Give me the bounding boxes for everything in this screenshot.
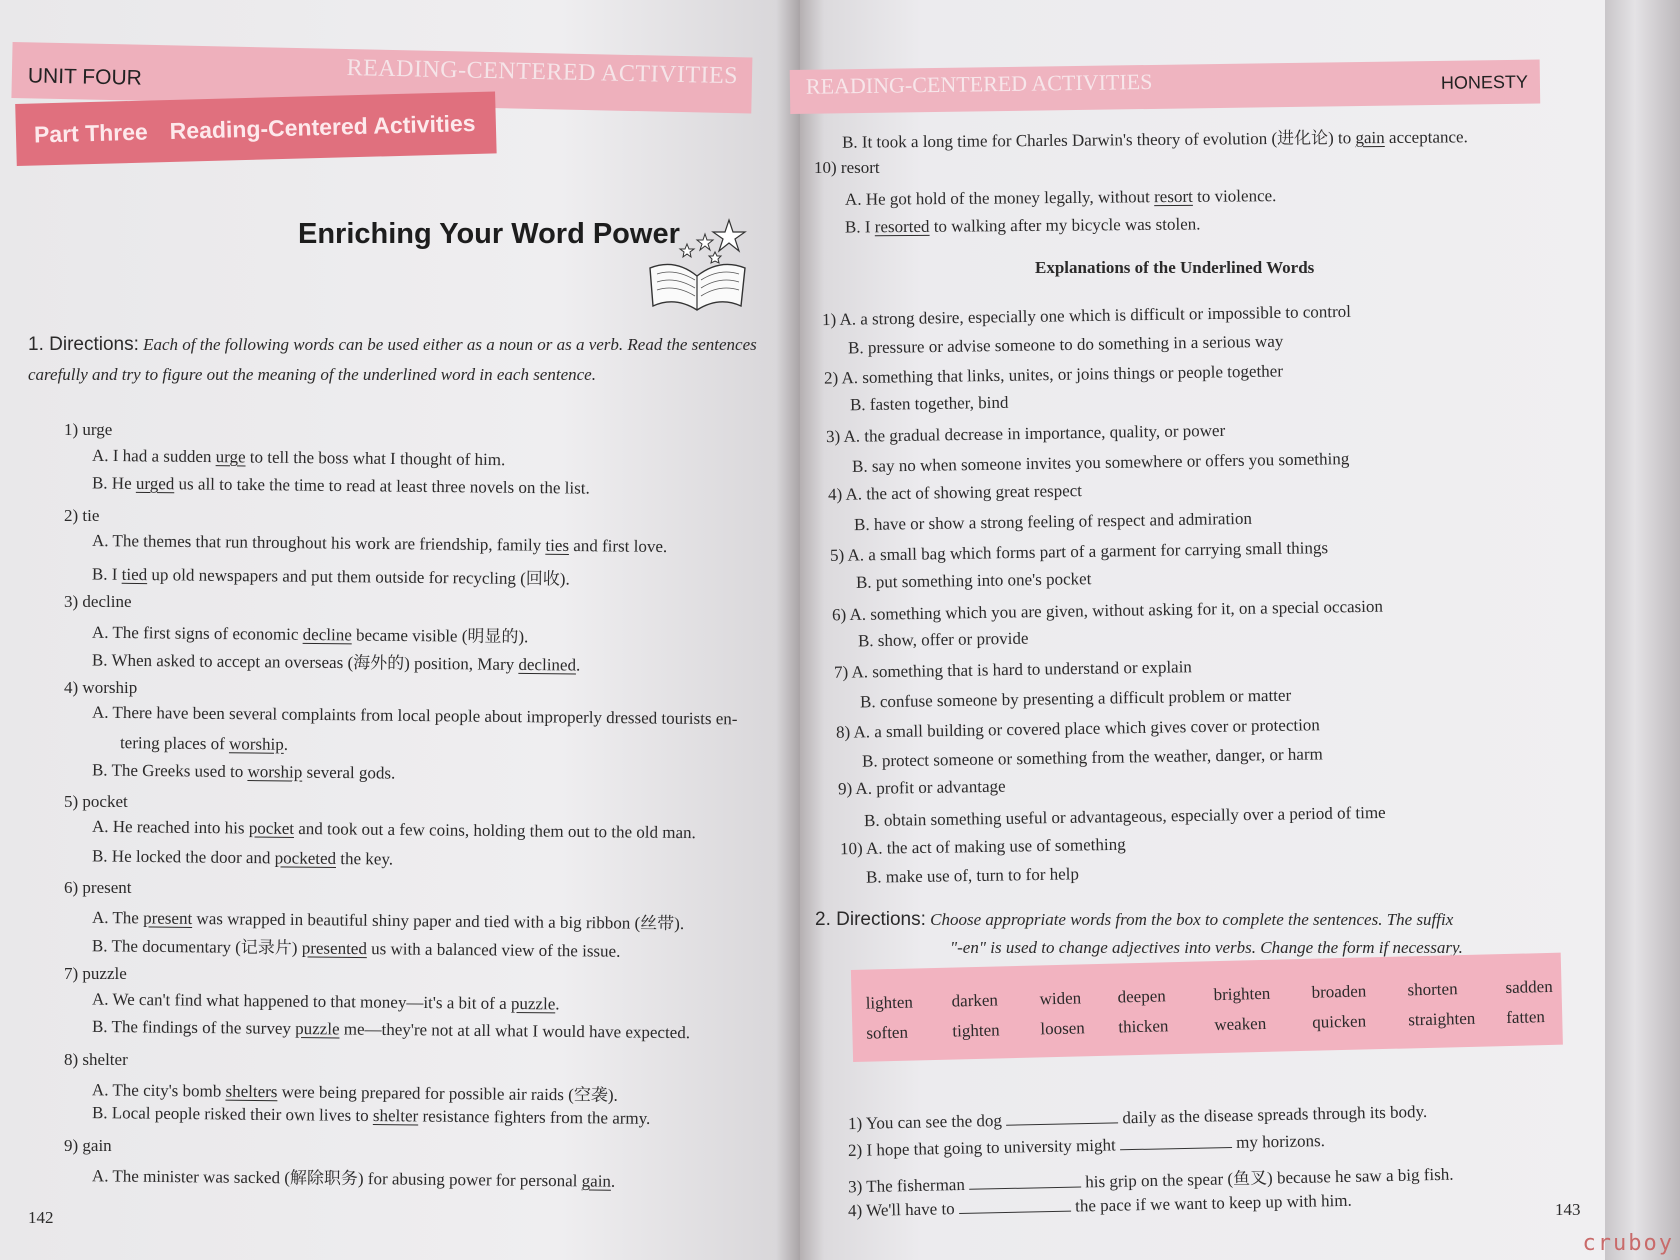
word-item-heading: 8) shelter <box>64 1050 128 1069</box>
sentence-a <box>92 703 738 730</box>
word-box-item: darken <box>951 990 999 1011</box>
underlined-word: pocket <box>248 818 295 838</box>
sentence-text: us all to take the time to read at least three novels on the list. <box>174 474 590 498</box>
sentence-text: B. I <box>91 564 122 584</box>
exercise-text: 3) The fisherman <box>847 1174 970 1197</box>
explanation-a: 8) A. a small building or covered place which gives cover or protection <box>835 715 1321 742</box>
sentence-text: became visible (明显的). <box>351 625 529 647</box>
sentence-text: B. The documentary (记录片) <box>91 936 302 958</box>
underlined-word: gain <box>1355 127 1385 148</box>
underlined-word: resort <box>1154 186 1193 207</box>
word-box <box>851 953 1563 1062</box>
sentence-text: . <box>575 655 581 675</box>
word-box-item: sadden <box>1505 976 1553 998</box>
explanation-b: B. show, offer or provide <box>857 628 1029 651</box>
directions-2-text-1: Choose appropriate words from the box to complete the sentences. The suffix <box>930 910 1454 929</box>
sentence-text: B. The findings of the survey <box>91 1016 296 1038</box>
left-page <box>0 0 800 1260</box>
word-box-item: widen <box>1039 988 1082 1009</box>
answer-blank[interactable] <box>1120 1133 1232 1150</box>
word-box-item: soften <box>866 1022 909 1043</box>
underlined-word: worship <box>228 734 284 754</box>
word-item-heading: 10) resort <box>814 158 880 177</box>
exercise-text: 1) You can see the dog <box>847 1110 1007 1134</box>
underlined-word: presented <box>301 938 367 959</box>
answer-blank[interactable] <box>1006 1108 1118 1125</box>
directions-label: 1. Directions: <box>28 334 139 355</box>
sentence-a <box>92 1075 618 1106</box>
sentence-b <box>845 214 1201 237</box>
word-box-item: thicken <box>1118 1016 1169 1037</box>
explanation-a: 3) A. the gradual decrease in importance, quality, or power <box>825 420 1226 447</box>
word-item-heading: 1) urge <box>64 420 113 439</box>
section-title: Enriching Your Word Power <box>298 218 680 250</box>
underlined-word: ties <box>545 535 570 555</box>
exercise-text: 4) We'll have to <box>847 1198 960 1221</box>
running-header-right: READING-CENTERED ACTIVITIES <box>805 68 1153 99</box>
sentence-text: us with a balanced view of the issue. <box>366 939 621 961</box>
sentence-b <box>92 473 590 498</box>
sentence-text: tering places of <box>119 733 230 754</box>
sentence-text: and first love. <box>568 535 668 557</box>
sentence-text: B. He locked the door and <box>91 846 275 868</box>
explanation-b: B. have or show a strong feeling of respect and admiration <box>853 508 1253 535</box>
word-box-item: loosen <box>1040 1018 1085 1039</box>
underlined-word: shelters <box>225 1081 278 1102</box>
page-number-right: 143 <box>1555 1200 1581 1219</box>
sentence-text: B. He <box>91 473 137 493</box>
sentence-text: to violence. <box>1192 186 1277 206</box>
answer-blank[interactable] <box>969 1172 1081 1189</box>
explanation-b: B. make use of, turn to for help <box>865 864 1080 887</box>
explanation-b: B. put something into one's pocket <box>855 569 1092 592</box>
word-item-heading: 4) worship <box>64 678 138 697</box>
exercise-text: the pace if we want to keep up with him. <box>1070 1190 1352 1216</box>
word-box-item: deepen <box>1117 986 1166 1007</box>
underlined-word: puzzle <box>510 993 556 1014</box>
sentence-text: A. The themes that run throughout his work are friendship, family <box>91 530 546 555</box>
explanation-a: 5) A. a small bag which forms part of a garment for carrying small things <box>829 538 1329 565</box>
watermark: cruboy <box>1582 1231 1674 1256</box>
part-number: Part Three <box>33 118 149 148</box>
underlined-word: present <box>143 908 193 928</box>
underlined-word: tied <box>121 564 148 585</box>
sentence-text: B. Local people risked their own lives to <box>91 1103 374 1126</box>
word-box-item: broaden <box>1311 981 1367 1002</box>
sentence-text: acceptance. <box>1384 127 1468 147</box>
sentence-a <box>92 990 560 1015</box>
sentence-b <box>92 846 393 869</box>
underlined-word: gain <box>581 1171 612 1191</box>
sentence-text: . <box>283 734 289 754</box>
explanation-b: B. pressure or advise someone to do something in a serious way <box>847 331 1284 358</box>
directions-2-text-2: "-en" is used to change adjectives into verbs. Change the form if necessary. <box>950 938 1463 957</box>
word-box-item: shorten <box>1407 979 1458 1000</box>
exercise-text: daily as the disease spreads through its body. <box>1117 1101 1428 1128</box>
word-item-heading: 9) gain <box>64 1136 112 1155</box>
sentence-text: B. I <box>844 217 875 237</box>
sentence-text: A. The minister was sacked (解除职务) for abusing power for personal <box>91 1166 582 1191</box>
sentence-a-cont <box>120 733 288 755</box>
sentence-text: B. The Greeks used to <box>91 760 248 782</box>
sentence-b <box>92 559 570 589</box>
sentence-text: to walking after my bicycle was stolen. <box>929 214 1201 236</box>
sentence-b <box>92 1017 690 1043</box>
sentence-text: B. When asked to accept an overseas (海外的) position, Mary <box>91 650 519 674</box>
explanation-b: B. say no when someone invites you somewhere or offers you something <box>851 449 1350 476</box>
explanation-a: 9) A. profit or advantage <box>837 776 1006 799</box>
part-title: Reading-Centered Activities <box>169 109 476 144</box>
sentence-a <box>92 817 696 843</box>
word-item-heading: 3) decline <box>64 592 132 611</box>
explanation-b: B. obtain something useful or advantageous, especially over a period of time <box>863 802 1386 831</box>
sentence-a <box>92 446 505 470</box>
sentence-text: A. He reached into his <box>91 816 249 838</box>
directions-2-label: 2. Directions: <box>815 909 926 930</box>
sentence-text: up old newspapers and put them outside for recycling (回收). <box>147 565 570 589</box>
word-box-item: lighten <box>865 992 914 1013</box>
word-item-heading: 2) tie <box>64 506 100 525</box>
part-heading <box>15 91 496 166</box>
underlined-word: puzzle <box>295 1018 340 1039</box>
sentence-text: to tell the boss what I thought of him. <box>245 447 506 470</box>
underlined-word: urge <box>215 447 246 467</box>
sentence-text: several gods. <box>302 762 396 783</box>
sentence-text: the key. <box>335 848 394 869</box>
sentence-a <box>92 531 667 557</box>
underlined-word: worship <box>247 762 303 782</box>
sentence-text: was wrapped in beautiful shiny paper and tied with a big ribbon (丝带). <box>192 908 685 934</box>
sentence-b <box>92 1103 651 1129</box>
word-item-heading: 6) present <box>64 878 132 897</box>
unit-theme: HONESTY <box>1440 71 1529 93</box>
sentence-text: B. It took a long time for Charles Darwin's theory of evolution (进化论) to <box>841 128 1356 152</box>
word-box-item: weaken <box>1214 1013 1267 1035</box>
underlined-word: urged <box>135 473 175 494</box>
explanation-a: 1) A. a strong desire, especially one which is difficult or impossible to control <box>821 301 1352 330</box>
sentence-text: A. The city's bomb <box>91 1080 226 1101</box>
underlined-word: declined <box>518 654 577 675</box>
sentence-text: me—they're not at all what I would have expected. <box>339 1019 691 1043</box>
directions-text: Each of the following words can be used either as a noun or as a verb. Read the sentences carefully and try to figure out the meaning of the underlined word in each sentence. <box>28 335 757 384</box>
sentence-text: . <box>610 1171 616 1191</box>
exercise-text: his grip on the spear (鱼叉) because he saw a big fish. <box>1080 1164 1454 1192</box>
sentence-a <box>845 186 1277 210</box>
exercise-text: 2) I hope that going to university might <box>847 1135 1121 1160</box>
underlined-word: pocketed <box>274 848 337 868</box>
sentence-a <box>92 1161 615 1191</box>
page-number-left: 142 <box>28 1208 54 1227</box>
sentence-text: A. I had a sudden <box>91 445 216 467</box>
explanation-a: 7) A. something that is hard to understand or explain <box>833 657 1193 682</box>
explanations-title: Explanations of the Underlined Words <box>1035 258 1315 277</box>
sentence-text: A. The <box>91 907 144 928</box>
open-book-icon <box>645 218 750 313</box>
explanation-b: B. fasten together, bind <box>849 392 1009 415</box>
sentence-text: A. He got hold of the money legally, without <box>844 187 1155 209</box>
word-box-item: tighten <box>952 1020 1000 1041</box>
underlined-word: resorted <box>874 216 930 237</box>
directions-2 <box>815 906 1575 962</box>
underlined-word: decline <box>302 624 352 645</box>
explanation-a: 6) A. something which you are given, without asking for it, on a special occasion <box>831 596 1384 625</box>
sentence-text: A. The first signs of economic <box>91 622 303 644</box>
sentence-text: resistance fighters from the army. <box>418 1106 651 1128</box>
explanation-a: 2) A. something that links, unites, or joins things or people together <box>823 361 1284 388</box>
unit-label: UNIT FOUR <box>27 64 143 90</box>
sentence-a <box>92 903 684 934</box>
book-edge <box>1605 0 1680 1260</box>
answer-blank[interactable] <box>959 1197 1071 1214</box>
word-box-item: quicken <box>1312 1011 1367 1032</box>
directions-1 <box>28 330 768 390</box>
explanation-a: 10) A. the act of making use of something <box>839 834 1126 859</box>
sentence-b <box>92 645 581 675</box>
word-box-item: straighten <box>1408 1008 1476 1030</box>
running-header-left: READING-CENTERED ACTIVITIES <box>346 55 739 90</box>
word-box-item: fatten <box>1506 1007 1546 1028</box>
word-box-item: brighten <box>1213 983 1271 1005</box>
sentence-text: and took out a few coins, holding them out to the old man. <box>293 818 696 843</box>
sentence-b <box>92 760 395 783</box>
exercise-text: my horizons. <box>1231 1131 1326 1152</box>
sentence-text: . <box>555 994 560 1014</box>
explanation-a: 4) A. the act of showing great respect <box>827 481 1083 504</box>
sentence-text: were being prepared for possible air raids (空袭). <box>277 1082 618 1105</box>
sentence-a <box>92 618 529 648</box>
underlined-word: shelter <box>372 1106 419 1126</box>
word-item-heading: 5) pocket <box>64 792 128 811</box>
explanation-b: B. protect someone or something from the weather, danger, or harm <box>861 744 1323 771</box>
word-item-heading: 7) puzzle <box>64 964 127 983</box>
sentence-b <box>92 931 621 962</box>
sentence-text: A. We can't find what happened to that money—it's a bit of a <box>91 989 512 1013</box>
explanation-b: B. confuse someone by presenting a difficult problem or matter <box>859 685 1292 712</box>
sentence-text: A. There have been several complaints from local people about improperly dressed tourists en- <box>91 702 738 729</box>
